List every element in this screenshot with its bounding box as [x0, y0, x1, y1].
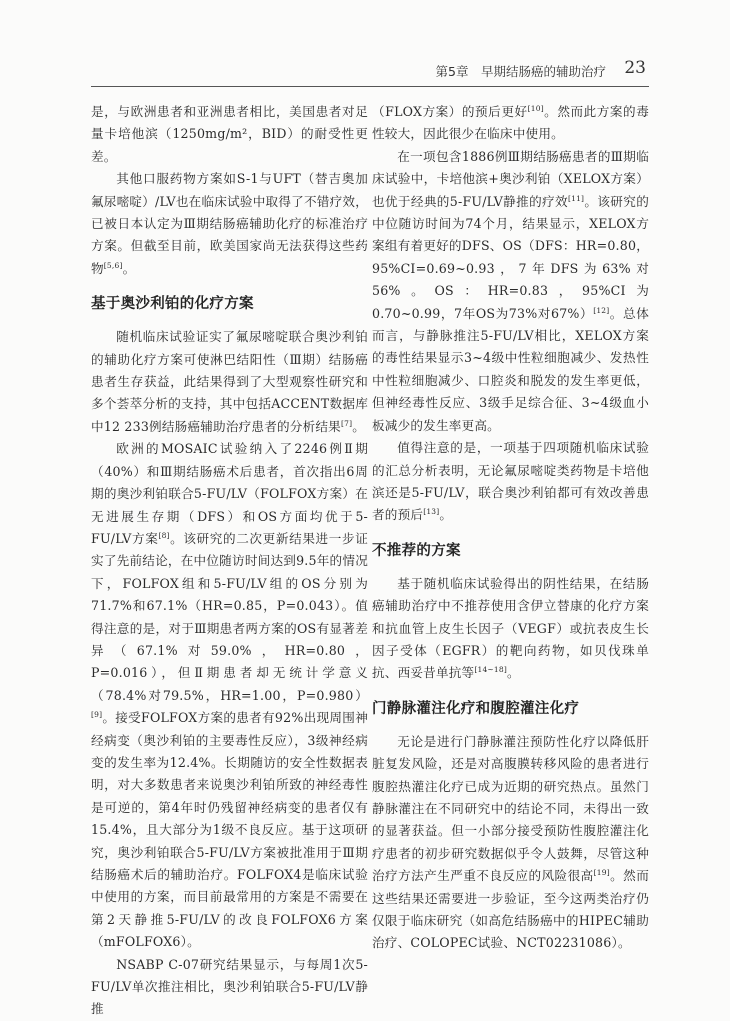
- text-run: 。总体而言，与静脉推注5-FU/LV相比，XELOX方案的毒性结果显示3~4级中性粒细胞减少、发热性中性粒细胞减少、口腔炎和脱发的发生率更低，但神经毒性反应、3级手足综合征、3~4级血小板减少的发生率更高。: [372, 305, 649, 433]
- text-run: 是，与欧洲患者和亚洲患者相比，美国患者对足量卡培他滨（1250mg/m²，BID）的耐受性更差。: [91, 104, 368, 164]
- right-column: [372, 101, 649, 955]
- text-run: 。该研究的中位随访时间为74个月，结果显示，XELOX方案组有着更好的DFS、OS（DFS：HR=0.80，95%CI=0.69~0.93，7年DFS为63%对56%。OS：HR=0.83，95%CI为0.70~0.99，7年OS为73%对67%）: [372, 193, 649, 321]
- section-heading: 不推荐的方案: [372, 542, 461, 559]
- paragraph: [372, 437, 649, 527]
- citation-ref: [11]: [567, 193, 585, 203]
- section-heading: 门静脉灌注化疗和腹腔灌注化疗: [372, 700, 580, 717]
- chapter-title: 第5章 早期结肠癌的辅助治疗: [435, 64, 606, 79]
- paragraph: [91, 101, 368, 168]
- section-heading-block: [372, 527, 649, 573]
- text-run: 其他口服药物方案如S-1与UFT（替吉奥加氟尿嘧啶）/LV也在临床试验中取得了不错疗效，已被日本认定为Ⅲ期结肠癌辅助化疗的标准治疗方案。但截至目前，欧美国家尚无法获得这些药物: [91, 171, 368, 276]
- text-run: 。: [506, 665, 520, 681]
- page-number: 23: [624, 58, 646, 78]
- section-heading: 基于奥沙利铂的化疗方案: [91, 296, 254, 313]
- text-run: 。该研究的二次更新结果进一步证实了先前结论，在中位随访时间达到9.5年的情况下，FOLFOX组和5-FU/LV组的OS分别为71.7%和67.1%（HR=0.85，P=0.043）。值得注意的是，对于Ⅲ期患者两方案的OS有显著差异（67.1%对59.0%，HR=0.80，P=0.016），但Ⅱ期患者却无统计学意义（78.4%对79.5%，HR=1.00，P=0.980）: [91, 530, 368, 703]
- section-heading-block: [91, 280, 368, 326]
- text-run: 。然而这些结果还需要进一步验证，至今这两类治疗仍仅限于临床研究（如高危结肠癌中的HIPEC辅助治疗、COLOPEC试验、NCT02231086）。: [372, 868, 649, 951]
- citation-ref: [12]: [593, 305, 610, 315]
- text-run: 基于随机临床试验得出的阴性结果，在结肠癌辅助治疗中不推荐使用含伊立替康的化疗方案和抗血管上皮生长因子（VEGF）或抗表皮生长因子受体（EGFR）的靶向药物，如贝伐珠单抗、西妥昔单抗等: [372, 575, 649, 681]
- paragraph: [372, 146, 649, 437]
- text-run: 在一项包含1886例Ⅲ期结肠癌患者的Ⅲ期临床试验中，卡培他滨+奥沙利铂（XELOX方案）也优于经典的5-FU/LV静推的疗效: [372, 148, 649, 209]
- text-run: 。: [439, 507, 453, 523]
- paragraph: [91, 438, 368, 953]
- paragraph: [91, 326, 368, 438]
- paragraph: [91, 954, 368, 1021]
- text-run: NSABP C-07研究结果显示，与每周1次5-FU/LV单次推注相比，奥沙利铂联合5-FU/LV静推: [91, 956, 368, 1017]
- text-run: 。然而此方案的毒性较大，因此很少在临床中使用。: [372, 104, 649, 142]
- citation-ref: [19]: [593, 868, 610, 878]
- citation-ref: [5,6]: [103, 260, 123, 270]
- text-run: 无论是进行门静脉灌注预防性化疗以降低肝脏复发风险，还是对高腹膜转移风险的患者进行腹腔热灌注化疗已成为近期的研究热点。虽然门静脉灌注在不同研究中的结论不同，未得出一致的显著获益。但一小部分接受预防性腹腔灌注化疗患者的初步研究数据似乎令人鼓舞，尽管这种治疗方法产生严重不良反应的风险很高: [372, 733, 649, 884]
- text-run: 欧洲的MOSAIC试验纳入了2246例Ⅱ期（40%）和Ⅲ期结肠癌术后患者，首次指出6周期的奥沙利铂联合5-FU/LV（FOLFOX方案）在无进展生存期（DFS）和OS方面均优于5-FU/LV方案: [91, 441, 368, 546]
- text-run: 随机临床试验证实了氟尿嘧啶联合奥沙利铂的辅助化疗方案可使淋巴结阳性（Ⅲ期）结肠癌患者生存获益，此结果得到了大型观察性研究和多个荟萃分析的支持，其中包括ACCENT数据库中12 233例结肠癌辅助治疗患者的分析结果: [91, 329, 368, 434]
- text-run: 。: [352, 418, 365, 434]
- citation-ref: [10]: [527, 104, 544, 113]
- text-run: （FLOX方案）的预后更好: [372, 104, 528, 119]
- left-column: [91, 101, 368, 1021]
- paragraph: [91, 168, 368, 280]
- text-run: 。接受FOLFOX方案的患者有92%出现周围神经病变（奥沙利铂的主要毒性反应），3级神经病变的发生率为12.4%。长期随访的安全性数据表明，对大多数患者来说奥沙利铂所致的神经毒性是可逆的，第4年时仍残留神经病变的患者仅有15.4%，且大部分为1级不良反应。基于这项研究，奥沙利铂联合5-FU/LV方案被批准用于Ⅲ期结肠癌术后的辅助治疗。FOLFOX4是临床试验中使用的方案，而目前最常用的方案是不需要在第2天静推5-FU/LV的改良FOLFOX6方案（mFOLFOX6）。: [91, 710, 368, 950]
- page-header: [0, 0, 730, 86]
- citation-ref: [7]: [340, 418, 353, 428]
- header-rule: [91, 86, 649, 87]
- paragraph: [372, 731, 649, 955]
- paragraph: [372, 573, 649, 685]
- citation-ref: [13]: [423, 507, 440, 517]
- citation-ref: [8]: [158, 530, 170, 540]
- citation-ref: [9]: [91, 710, 103, 720]
- citation-ref: [14~18]: [474, 665, 507, 675]
- paragraph: [372, 101, 649, 146]
- text-run: 。: [122, 260, 136, 276]
- section-heading-block: [372, 685, 649, 731]
- text-run: 值得注意的是，一项基于四项随机临床试验的汇总分析表明，无论氟尿嘧啶类药物是卡培他滨还是5-FU/LV，联合奥沙利铂都可有效改善患者的预后: [372, 440, 649, 523]
